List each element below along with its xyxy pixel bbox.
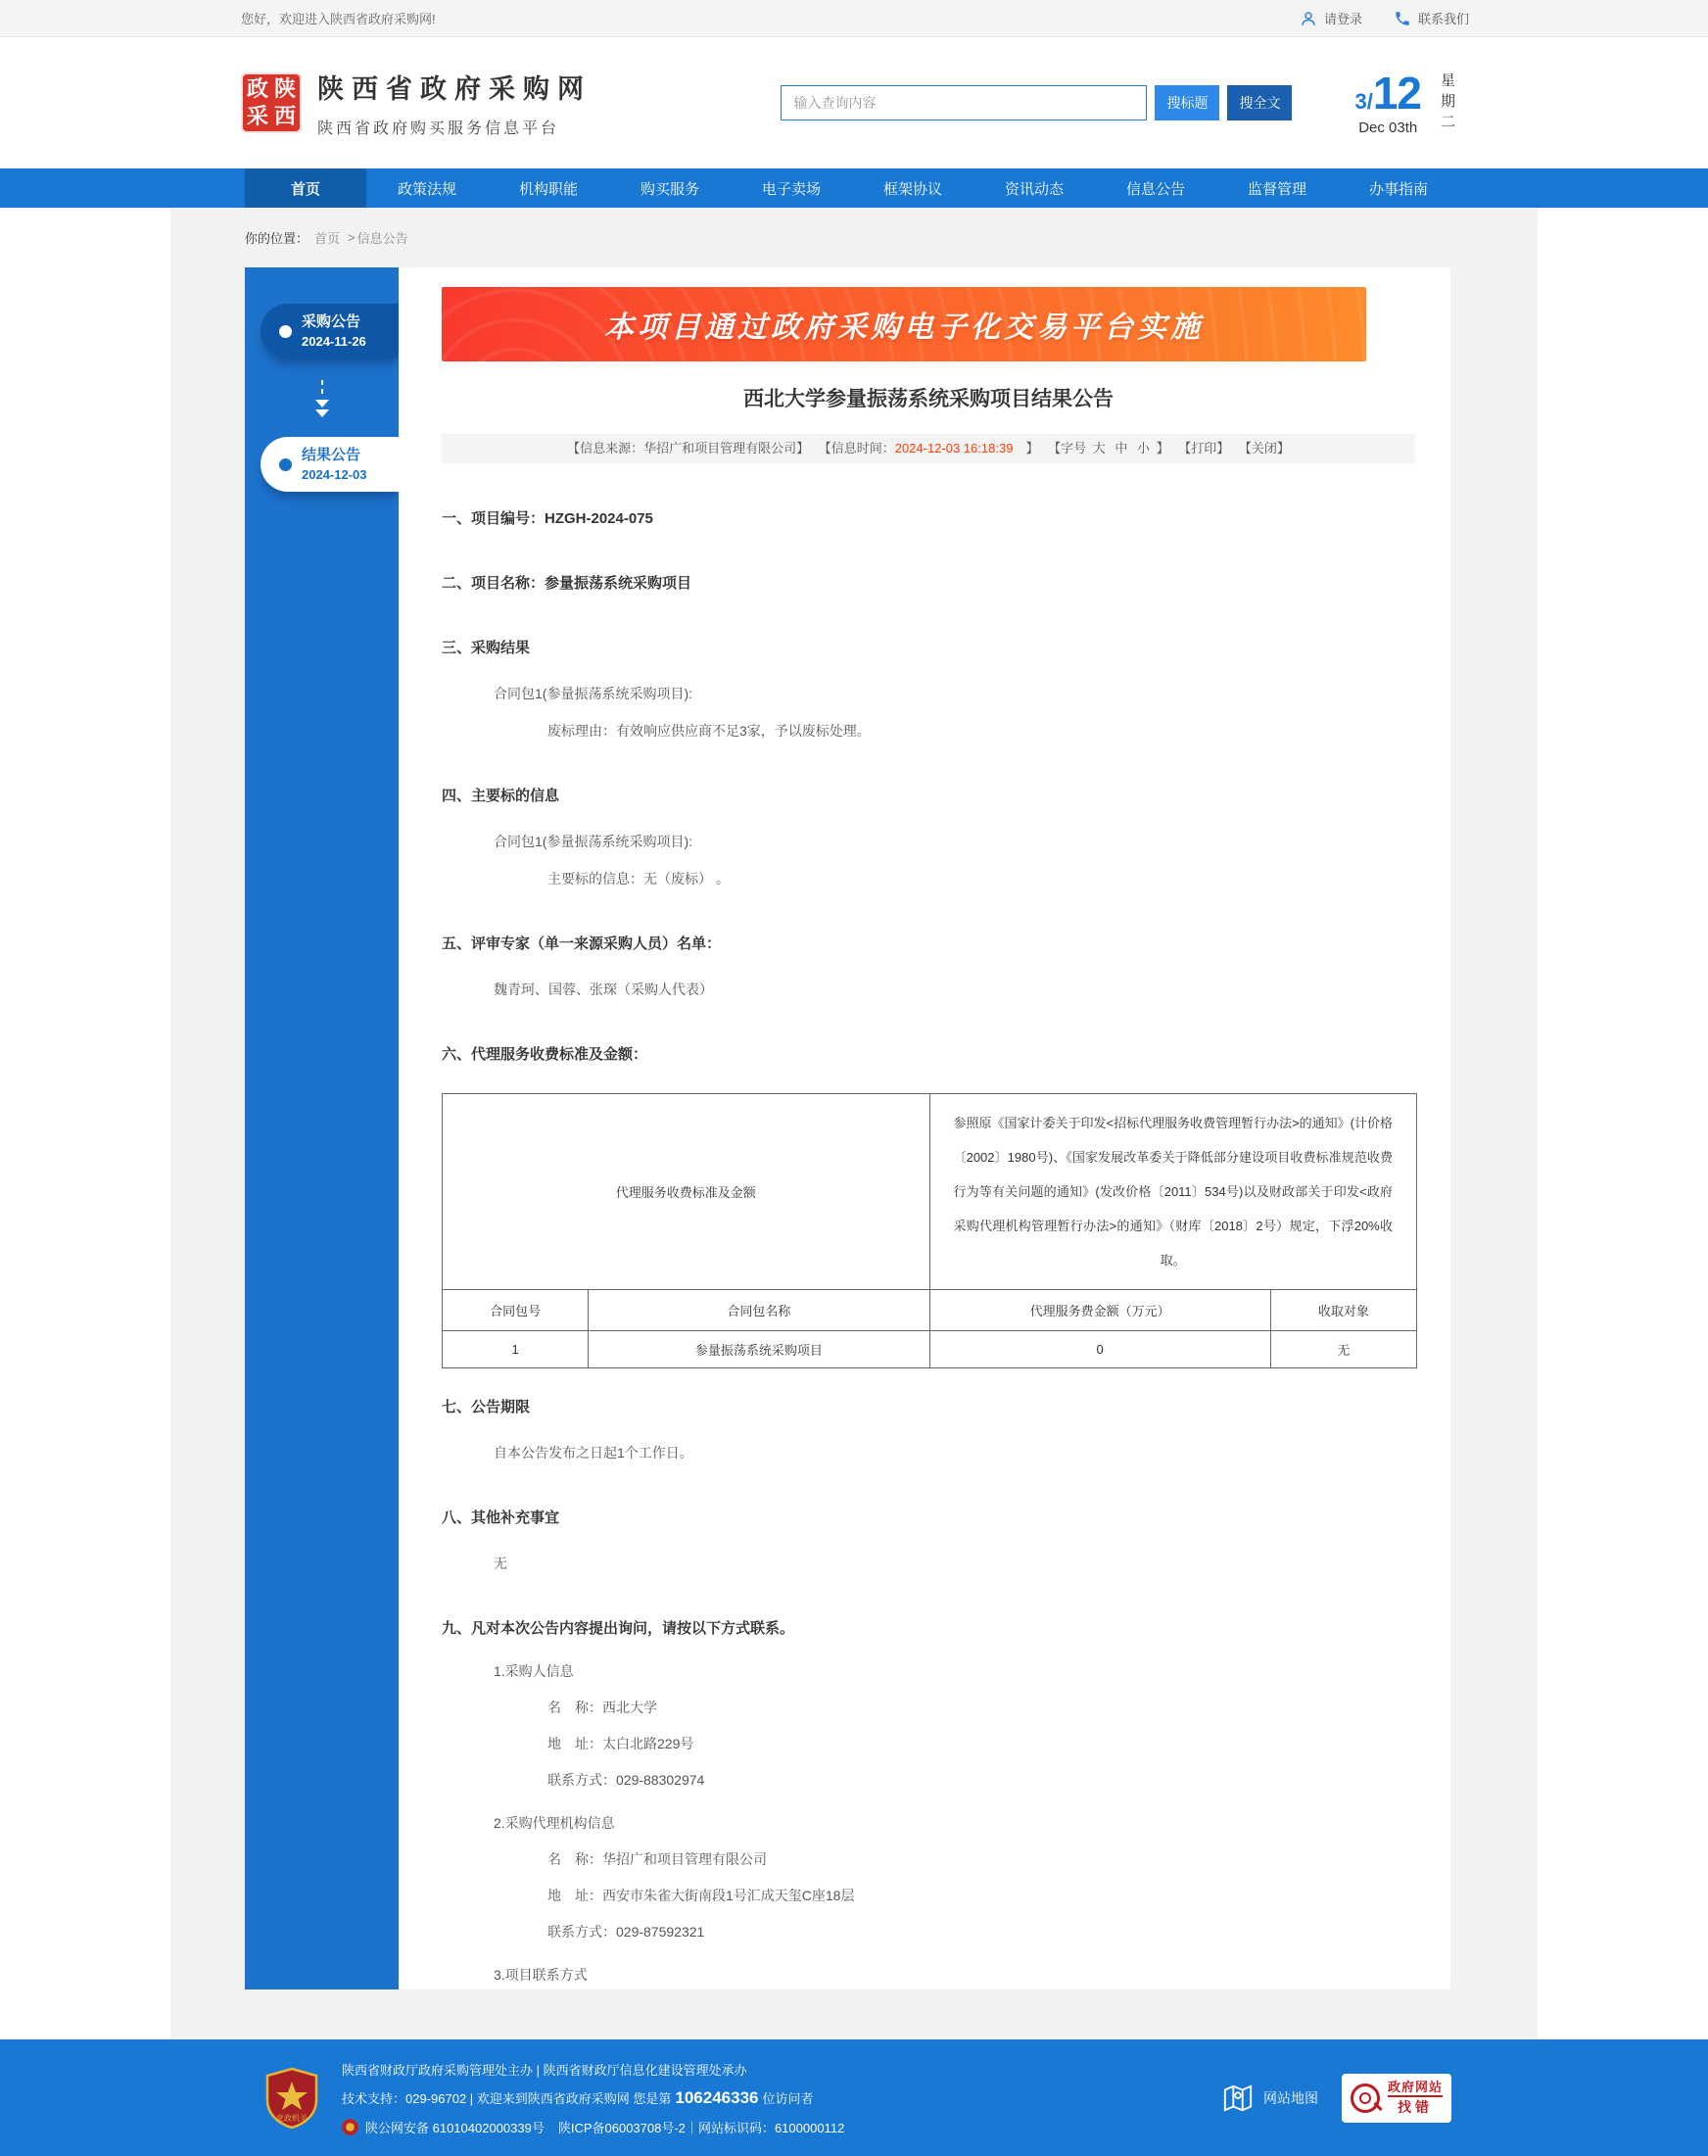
agency-address: 地 址：西安市朱雀大街南段1号汇成天玺C座18层 bbox=[547, 1888, 855, 1903]
experts-names: 魏青珂、国蓉、张琛（采购人代表） bbox=[494, 982, 713, 997]
user-icon bbox=[1300, 10, 1317, 27]
meta-time-prefix: 【信息时间： bbox=[818, 441, 895, 455]
nav-item-supervision[interactable]: 监督管理 bbox=[1247, 180, 1306, 198]
breadcrumb-current[interactable]: 信息公告 bbox=[356, 231, 408, 246]
timeline-step-label: 采购公告 bbox=[302, 313, 361, 331]
website-error-report-badge[interactable] bbox=[1342, 2074, 1451, 2123]
section-project-number: 一、项目编号：HZGH-2024-075 bbox=[442, 510, 653, 527]
article-meta-bar bbox=[442, 434, 1415, 463]
bid-failure-reason: 废标理由：有效响应供应商不足3家，予以废标处理。 bbox=[547, 723, 871, 739]
brand bbox=[241, 68, 592, 138]
section-notice-period-title: 七、公告期限 bbox=[442, 1399, 531, 1415]
purchaser-address: 地 址：太白北路229号 bbox=[547, 1736, 694, 1751]
section-agency-fee-title: 六、代理服务收费标准及金额： bbox=[442, 1046, 648, 1063]
date-month: 3 bbox=[1354, 88, 1367, 114]
footer-support-suffix: 位访问者 bbox=[762, 2091, 814, 2106]
badge-line2: 找错 bbox=[1388, 2095, 1443, 2115]
section-procurement-result-title: 三、采购结果 bbox=[442, 640, 531, 656]
date-widget bbox=[1354, 67, 1457, 136]
nav-item-announcements[interactable]: 信息公告 bbox=[1125, 180, 1185, 198]
date-slash: / bbox=[1366, 88, 1373, 114]
table-header-row bbox=[443, 1290, 1417, 1331]
font-size-large-link[interactable]: 大 bbox=[1092, 441, 1106, 455]
col-header-package-no: 合同包号 bbox=[443, 1290, 589, 1331]
breadcrumb-label: 你的位置： bbox=[245, 231, 309, 246]
nav-item-news[interactable]: 资讯动态 bbox=[1004, 180, 1064, 198]
logo-char: 采 bbox=[246, 104, 268, 128]
meta-time-value: 2024-12-03 16:18:39 bbox=[894, 441, 1014, 455]
section-experts-title: 五、评审专家（单一来源采购人员）名单： bbox=[442, 935, 722, 952]
nav-item-emall[interactable]: 电子卖场 bbox=[761, 180, 821, 198]
cell-package-name: 参量振荡系统采购项目 bbox=[589, 1331, 929, 1368]
site-logo-icon bbox=[241, 72, 302, 133]
main-nav bbox=[0, 168, 1708, 208]
site-footer bbox=[0, 2039, 1708, 2156]
timeline-dot bbox=[279, 325, 292, 338]
topbar bbox=[0, 0, 1708, 37]
timeline-step-date: 2024-11-26 bbox=[302, 333, 366, 349]
footer-divider: ｜ bbox=[685, 2120, 698, 2135]
icp-filing-link[interactable]: 陕ICP备06003708号-2 bbox=[557, 2120, 686, 2135]
cell-package-no: 1 bbox=[443, 1331, 589, 1368]
font-size-medium-link[interactable]: 中 bbox=[1115, 441, 1128, 455]
public-security-filing-link[interactable]: 陕公网安备 61010402000339号 bbox=[365, 2120, 545, 2135]
purchaser-info-heading: 1.采购人信息 bbox=[494, 1663, 574, 1679]
weekday-label: 星期二 bbox=[1439, 72, 1455, 134]
site-subtitle: 陕西省政府购买服务信息平台 bbox=[317, 120, 560, 137]
logo-char: 西 bbox=[273, 104, 296, 128]
visitor-count: 106246336 bbox=[675, 2087, 759, 2107]
map-icon bbox=[1222, 2083, 1254, 2114]
fee-standard-label-cell: 代理服务收费标准及金额 bbox=[443, 1094, 930, 1290]
article-card bbox=[399, 267, 1450, 1989]
badge-line1: 政府网站 bbox=[1387, 2079, 1443, 2094]
main-subject-info: 主要标的信息：无（废标） 。 bbox=[547, 871, 730, 886]
agency-fee-table bbox=[442, 1093, 1417, 1368]
search-input[interactable] bbox=[781, 85, 1147, 120]
section-main-subject-title: 四、主要标的信息 bbox=[442, 788, 560, 804]
close-link[interactable]: 【关闭】 bbox=[1238, 441, 1290, 455]
site-code: 网站标识码：6100000112 bbox=[697, 2120, 845, 2135]
contract-package-line: 合同包1(参量振荡系统采购项目): bbox=[494, 834, 692, 849]
sitemap-label: 网站地图 bbox=[1263, 2089, 1318, 2106]
meta-fontsize-prefix: 【字号 bbox=[1048, 441, 1087, 455]
platform-banner bbox=[442, 287, 1366, 361]
welcome-text: 您好，欢迎进入陕西省政府采购网! bbox=[241, 12, 436, 26]
col-header-charge-target: 收取对象 bbox=[1270, 1290, 1416, 1331]
section-supplementary-title: 八、其他补充事宜 bbox=[442, 1509, 560, 1526]
nav-item-functions[interactable]: 机构职能 bbox=[518, 180, 578, 198]
login-link[interactable]: 请登录 bbox=[1323, 12, 1362, 26]
agency-name: 名 称：华招广和项目管理有限公司 bbox=[547, 1851, 767, 1867]
cell-charge-target: 无 bbox=[1270, 1331, 1416, 1368]
banner-text: 本项目通过政府采购电子化交易平台实施 bbox=[604, 311, 1204, 344]
search-title-button[interactable]: 搜标题 bbox=[1155, 85, 1219, 120]
fee-standard-text-cell: 参照原《国家计委关于印发<招标代理服务收费管理暂行办法>的通知》(计价格〔2002〕1980号)、《国家发展改革委关于降低部分建设项目收费标准规范收费行为等有关问题的通知》(发改价格〔2011〕534号)以及财政部关于印发<政府采购代理机构管理暂行办法>的通知》（财库〔2018〕2号）规定，下浮20%收取。 bbox=[929, 1094, 1417, 1290]
timeline-sidebar bbox=[245, 267, 399, 1989]
agency-info-heading: 2.采购代理机构信息 bbox=[494, 1815, 615, 1831]
timeline-dot bbox=[279, 458, 292, 471]
date-english: Dec 03th bbox=[1358, 119, 1418, 136]
timeline-step-date: 2024-12-03 bbox=[302, 466, 367, 482]
supplementary-text: 无 bbox=[494, 1556, 507, 1571]
breadcrumb-separator: > bbox=[348, 230, 356, 245]
col-header-fee-amount: 代理服务费金额（万元） bbox=[929, 1290, 1270, 1331]
footer-support-prefix: 技术支持：029-96702 | 欢迎来到陕西省政府采购网 您是第 bbox=[342, 2091, 672, 2106]
breadcrumb bbox=[170, 208, 1538, 267]
table-row bbox=[443, 1331, 1417, 1368]
purchaser-name: 名 称：西北大学 bbox=[547, 1700, 657, 1715]
nav-item-policies[interactable]: 政策法规 bbox=[397, 180, 456, 198]
footer-organizer-line: 陕西省财政厅政府采购管理处主办 | 陕西省财政厅信息化建设管理处承办 bbox=[342, 2062, 747, 2078]
search-bar bbox=[781, 85, 1292, 120]
arrow-down-icon bbox=[314, 379, 330, 420]
svg-text:党政机关: 党政机关 bbox=[276, 2113, 308, 2123]
public-security-badge-icon bbox=[342, 2119, 358, 2135]
cell-fee-amount: 0 bbox=[929, 1331, 1270, 1368]
nav-item-guide[interactable]: 办事指南 bbox=[1368, 180, 1428, 198]
purchaser-phone: 联系方式：029-88302974 bbox=[547, 1772, 705, 1788]
meta-fontsize-suffix: 】 bbox=[1156, 441, 1169, 455]
site-title: 陕西省政府采购网 bbox=[317, 74, 592, 104]
table-row-standard bbox=[443, 1094, 1417, 1290]
site-header bbox=[0, 37, 1708, 168]
meta-source: 【信息来源：华招广和项目管理有限公司】 bbox=[567, 441, 810, 455]
section-project-name: 二、项目名称：参量振荡系统采购项目 bbox=[442, 575, 692, 592]
col-header-package-name: 合同包名称 bbox=[589, 1290, 929, 1331]
contract-package-line: 合同包1(参量振荡系统采购项目): bbox=[494, 686, 692, 701]
logo-char: 政 bbox=[246, 76, 268, 101]
nav-item-framework[interactable]: 框架协议 bbox=[882, 180, 942, 198]
breadcrumb-home-link[interactable]: 首页 bbox=[314, 231, 341, 246]
logo-char: 陕 bbox=[273, 76, 296, 101]
print-link[interactable]: 【打印】 bbox=[1178, 441, 1230, 455]
topbar-links bbox=[1300, 9, 1469, 27]
font-size-small-link[interactable]: 小 bbox=[1137, 441, 1151, 455]
phone-icon bbox=[1394, 10, 1411, 27]
notice-period-text: 自本公告发布之日起1个工作日。 bbox=[494, 1445, 693, 1461]
agency-phone: 联系方式：029-87592321 bbox=[547, 1924, 705, 1940]
search-fulltext-button[interactable]: 搜全文 bbox=[1227, 85, 1292, 120]
magnifier-icon bbox=[1351, 2084, 1380, 2113]
contact-link[interactable]: 联系我们 bbox=[1417, 12, 1469, 26]
nav-item-home[interactable]: 首页 bbox=[245, 168, 366, 208]
meta-time-suffix: 】 bbox=[1013, 441, 1039, 455]
government-shield-icon bbox=[263, 2067, 320, 2130]
nav-item-purchase-services[interactable]: 购买服务 bbox=[640, 180, 699, 198]
article-title: 西北大学参量振荡系统采购项目结果公告 bbox=[743, 388, 1114, 410]
project-contact-heading: 3.项目联系方式 bbox=[494, 1967, 588, 1983]
timeline-step-label: 结果公告 bbox=[302, 447, 361, 464]
timeline-step-result-notice[interactable] bbox=[261, 437, 399, 492]
content-wrapper bbox=[170, 208, 1538, 2039]
date-day: 12 bbox=[1372, 67, 1421, 119]
sitemap-link[interactable] bbox=[1222, 2083, 1318, 2114]
timeline-step-procurement-notice[interactable] bbox=[261, 304, 399, 359]
section-contact-title: 九、凡对本次公告内容提出询问，请按以下方式联系。 bbox=[442, 1620, 795, 1637]
